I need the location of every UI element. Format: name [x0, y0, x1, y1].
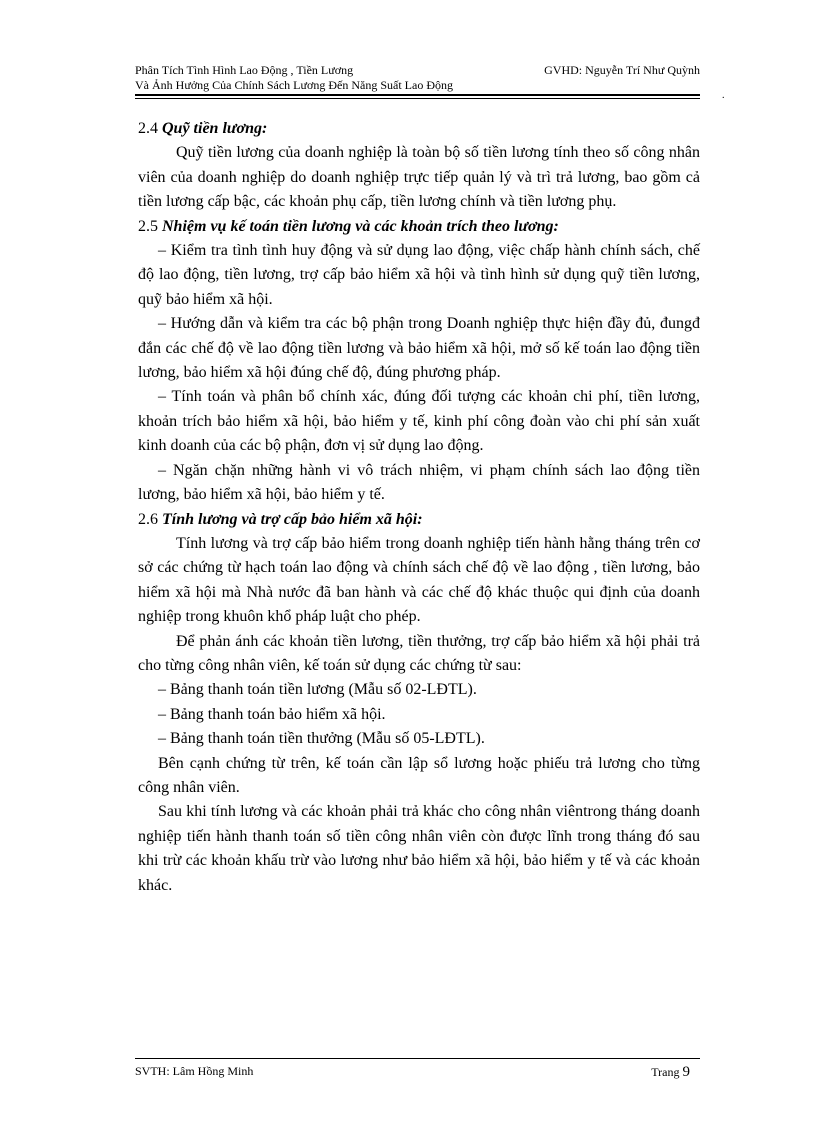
paragraph: Bên cạnh chứng từ trên, kế toán cần lập sổ lương hoặc phiếu trả lương cho từng công nhân viên. — [138, 754, 700, 796]
page-footer — [135, 1064, 690, 1081]
footer-student: SVTH: Lâm Hồng Minh — [135, 1064, 254, 1078]
paragraph: Quỹ tiền lương của doanh nghiệp là toàn bộ số tiền lương tính theo số công nhân viên của doanh nghiệp do doanh nghiệp trực tiếp quản lý và trì trả lương, bao gồm cả tiền lương cấp bậc, các khoản phụ cấp, tiền lương chính và tiền lương phụ. — [138, 144, 700, 211]
corner-mark: . — [722, 90, 725, 101]
list-item: – Tính toán và phân bổ chính xác, đúng đối tượng các khoản chi phí, tiền lương, khoản trích bảo hiểm xã hội, bảo hiểm y tế, kinh phí công đoàn vào chi phí sản xuất kinh doanh của các bộ phận, đơn vị sử dụng lao động. — [138, 388, 700, 455]
header-divider-thick — [135, 94, 700, 96]
footer-divider — [135, 1058, 700, 1059]
section-number: 2.6 — [138, 510, 162, 528]
section-number: 2.5 — [138, 217, 162, 235]
page-header — [135, 63, 700, 93]
header-divider-thin — [135, 98, 700, 99]
paragraph: Tính lương và trợ cấp bảo hiểm trong doanh nghiệp tiến hành hằng tháng trên cơ sở các chứng từ hạch toán lao động và chính sách chế độ về lao động , tiền lương, bảo hiểm xã hội mà Nhà nước đã ban hành và các chế độ khác thuộc qui định của doanh nghiệp trong khuôn khổ pháp luật cho phép. — [138, 534, 700, 626]
header-advisor: GVHD: Nguyễn Trí Như Quỳnh — [544, 63, 700, 77]
list-item: – Bảng thanh toán bảo hiểm xã hội. — [158, 705, 386, 723]
section-title: Quỹ tiền lương: — [162, 120, 268, 137]
list-item: – Ngăn chặn những hành vi vô trách nhiệm, vi phạm chính sách lao động tiền lương, bảo hiểm xã hội, bảo hiểm y tế. — [138, 461, 700, 504]
section-heading-2-5 — [138, 215, 700, 239]
section-heading-2-4 — [138, 117, 700, 141]
paragraph: Để phản ánh các khoản tiền lương, tiền thưởng, trợ cấp bảo hiểm xã hội phải trả cho từng công nhân viên, kế toán sử dụng các chứng từ sau: — [138, 632, 700, 674]
section-heading-2-6 — [138, 508, 700, 532]
page-label: Trang — [651, 1065, 683, 1079]
page-number: 9 — [682, 1064, 690, 1080]
section-number: 2.4 — [138, 120, 162, 137]
header-title-line2: Và Ảnh Hưởng Của Chính Sách Lương Đến Năng Suất Lao Động — [135, 78, 453, 92]
list-item: – Bảng thanh toán tiền thưởng (Mẫu số 05-LĐTL). — [158, 730, 485, 748]
list-item: – Bảng thanh toán tiền lương (Mẫu số 02-LĐTL). — [158, 681, 477, 699]
paragraph: Sau khi tính lương và các khoản phải trả khác cho công nhân viêntrong tháng doanh nghiệp tiến hành thanh toán số tiền công nhân viên còn được lĩnh trong tháng đó sau khi trừ các khoản khấu trừ vào lương như bảo hiểm xã hội, bảo hiểm y tế và các khoản khác. — [138, 803, 700, 894]
header-title-line1: Phân Tích Tình Hình Lao Động , Tiền Lương — [135, 63, 354, 77]
page-body — [138, 117, 700, 898]
section-title: Nhiệm vụ kế toán tiền lương và các khoản trích theo lương: — [162, 217, 559, 235]
list-item: – Hướng dẫn và kiểm tra các bộ phận trong Doanh nghiệp thực hiện đầy đủ, đungđ đắn các chế độ về lao động tiền lương và bảo hiểm xã hội, mở số kế toán lao động tiền lương, bảo hiểm xã hội đúng chế độ, đúng phương pháp. — [138, 315, 700, 382]
section-title: Tính lương và trợ cấp bảo hiểm xã hội: — [162, 510, 423, 528]
list-item: – Kiểm tra tình tình huy động và sử dụng lao động, việc chấp hành chính sách, chế độ lao động, tiền lương, trợ cấp bảo hiểm xã hội và tình hình sử dụng quỹ tiền lương, quỹ bảo hiểm xã hội. — [138, 242, 700, 308]
footer-page — [651, 1064, 690, 1081]
